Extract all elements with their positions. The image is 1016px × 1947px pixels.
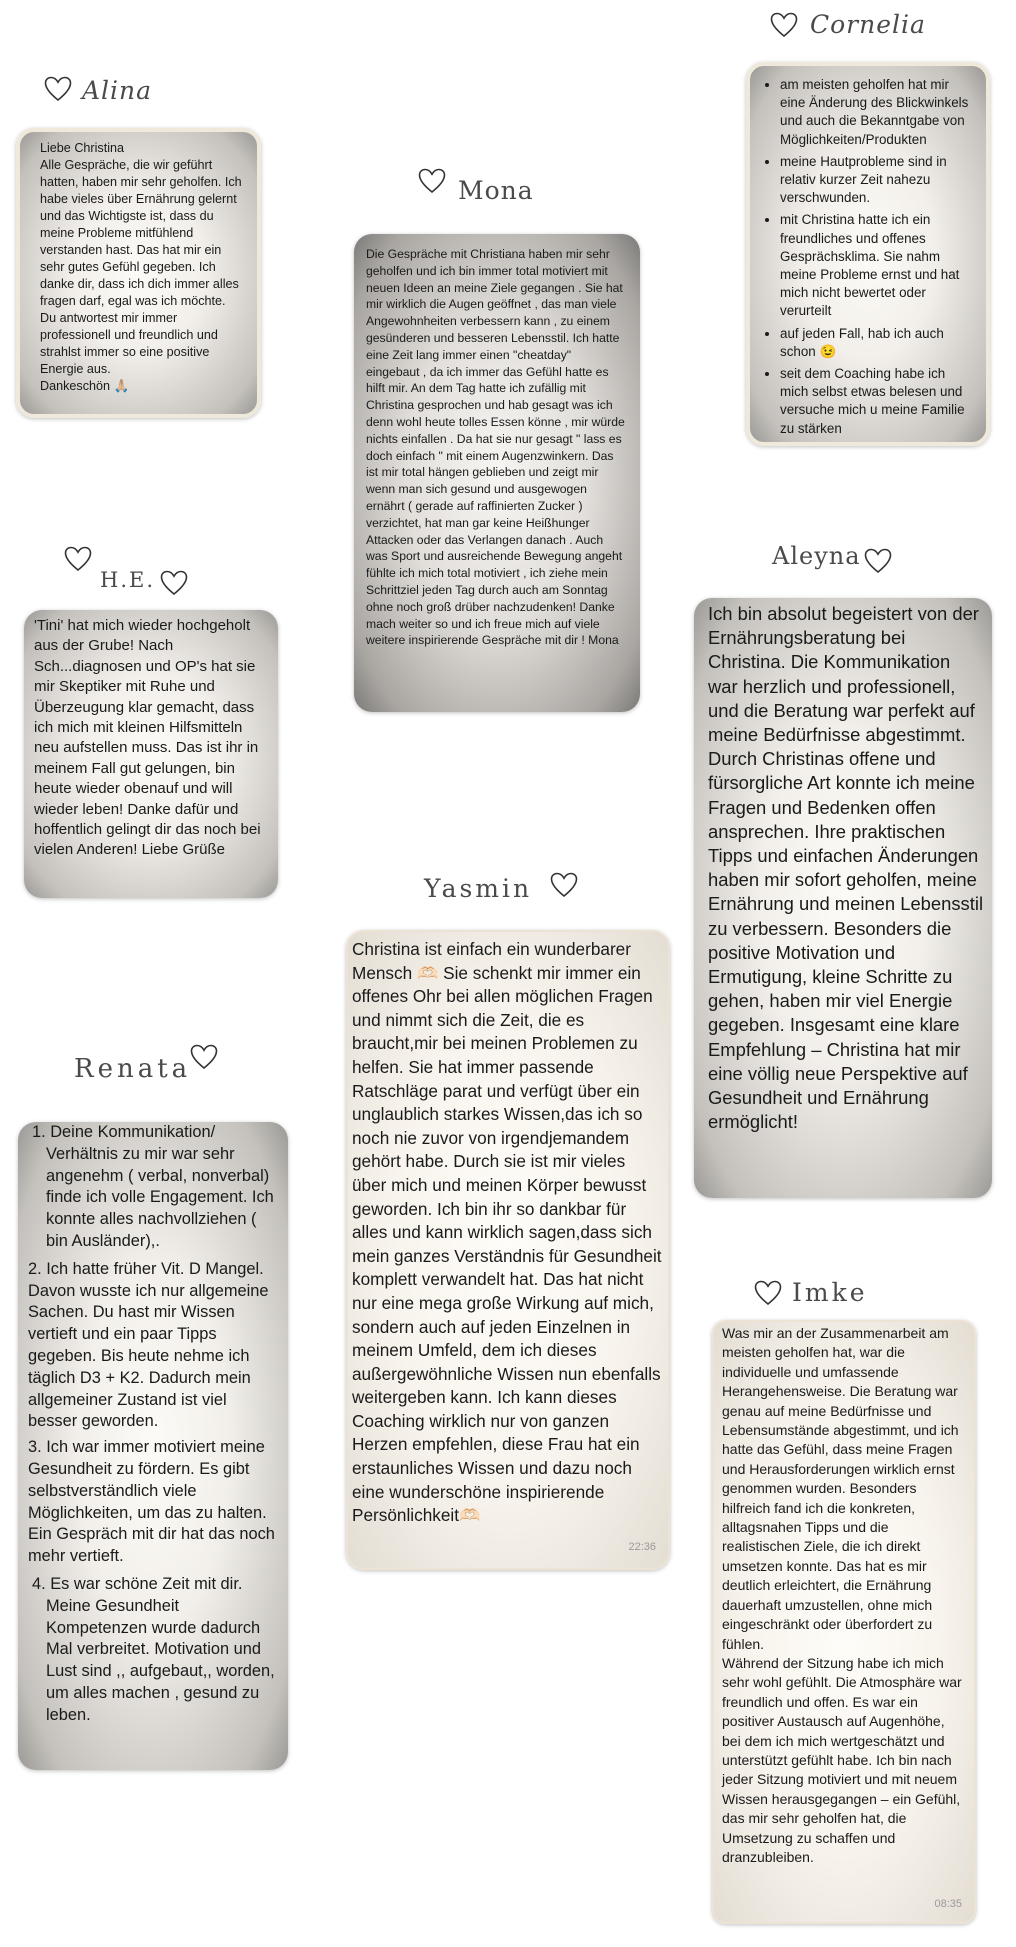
testimonial-card-yasmin	[346, 930, 670, 1570]
list-item: • seit dem Coaching habe ich mich selbst etwas belesen und versuche mich u meine Familie zu stärken	[780, 365, 976, 438]
testimonial-card-aleyna	[694, 598, 992, 1198]
testimonial-text: Alle Gespräche, die wir geführt hatten, haben mir sehr geholfen. Ich habe vieles über Ernährung gelernt und das Wichtigste ist, dass du meine Probleme mitfühlend verstanden hast. Das hat mir ein sehr gutes Gefühl gegeben. Ich danke dir, dass ich dich immer alles fragen darf, egal was ich möchte. Du antwortest mir immer professionell und freundlich und strahlst immer so eine positive Energie aus.	[40, 158, 242, 376]
heart-icon	[864, 548, 892, 574]
testimonial-text: Ich bin absolut begeistert von der Ernährungsberatung bei Christina. Die Kommunikation war herzlich und professionell, und die Beratung war perfekt auf meine Bedürfnisse abgestimmt. Durch Christinas offene und fürsorgliche Art konnte ich meine Fragen und Bedenken offen ansprechen. Ihre praktischen Tipps und einfachen Änderungen haben mir sofort geholfen, meine Ernährung und meinen Lebensstil zu verbessern. Besonders die positive Motivation und Ermutigung, kleine Schritte zu gehen, haben mir viel Energie gegeben. Insgesamt eine klare Empfehlung – Christina hat mir eine völlig neue Perspektive auf Gesundheit und Ernährung ermöglicht!	[708, 603, 984, 1133]
list-item: 3. Ich war immer motiviert meine Gesundheit zu fördern. Es gibt selbstverständlich viele Möglichkeiten, um das zu halten. Ein Gespräch mit dir hat das noch mehr vertieft.	[28, 1438, 275, 1566]
heart-icon	[190, 1044, 218, 1070]
heart-icon	[754, 1280, 782, 1306]
testimonial-card-cornelia	[746, 62, 990, 446]
testimonial-text: Christina ist einfach ein wunderbarer Mensch 🫶🏻 Sie schenkt mir immer ein offenes Ohr bei allen möglichen Fragen und nimmt sich die Zeit, die es braucht,mir bei meinen Problemen zu helfen. Sie hat immer passende Ratschläge parat und verfügt über ein unglaublich starkes Wissen,das ich so noch nie zuvor von irgendjemandem gehört habe. Durch sie ist mir vieles über mich und meinen Körper bewusst geworden. Ich bin ihr so dankbar für alles und kann wirklich sagen,dass sich mein ganzes Verständnis für Gesundheit komplett verwandelt hat. Das hat nicht nur eine mega große Wirkung auf mich, sondern auch auf jeden Einzelnen in meinem Umfeld, dem ich dieses außergewöhnliche Wissen nun ebenfalls weitergeben kann. Ich kann dieses Coaching wirklich nur von ganzen Herzen empfehlen, diese Frau hat ein erstaunliches Wissen und dazu noch eine wunderschöne inspirierende Persönlichkeit🫶🏻	[352, 939, 662, 1526]
author-name-aleyna: Aleyna	[772, 542, 861, 570]
testimonial-card-alina	[16, 128, 261, 418]
heart-icon	[550, 872, 578, 898]
list-item: • am meisten geholfen hat mir eine Änderung des Blickwinkels und auch die Bekanntgabe von Möglichkeiten/Produkten	[780, 76, 976, 149]
author-name-mona: Mona	[458, 176, 534, 205]
testimonial-text: 'Tini' hat mich wieder hochgeholt aus der Grube! Nach Sch...diagnosen und OP's hat sie mir Skeptiker mit Ruhe und Überzeugung klar gemacht, dass ich mich mit kleinen Hilfsmitteln neu aufstellen muss. Das ist ihr in meinem Fall gut gelungen, bin heute wieder obenauf und will wieder leben! Danke dafür und hoffentlich gelingt dir das noch bei vielen Anderen! Liebe Grüße	[34, 617, 261, 859]
list-item: 2. Ich hatte früher Vit. D Mangel. Davon wusste ich nur allgemeine Sachen. Du hast mir Wissen vertieft und ein paar Tipps gegeben. Bis heute nehme ich täglich D3 + K2. Dadurch mein allgemeiner Zustand ist viel besser geworden.	[28, 1259, 269, 1431]
testimonial-card-renata	[18, 1122, 288, 1770]
testimonial-text: Was mir an der Zusammenarbeit am meisten geholfen hat, war die individuelle und umfassende Herangehensweise. Die Beratung war genau auf meine Bedürfnisse und Lebensumstände abgestimmt, und ich hatte das Gefühl, dass meine Fragen und Herausforderungen wirklich ernst genommen wurden. Besonders hilfreich fand ich die konkreten, alltagsnahen Tipps und die realistischen Ziele, die ich direkt umsetzen konnte. Das hat es mir deutlich erleichtert, die Ernährung dauerhaft umzustellen, ohne mich eingeschränkt oder überfordert zu fühlen.	[722, 1325, 959, 1652]
author-name-cornelia: Cornelia	[810, 10, 926, 39]
list-item: • mit Christina hatte ich ein freundliches und offenes Gesprächsklima. Sie nahm meine Probleme ernst und hat mich nicht bewertet oder verurteilt	[780, 211, 976, 320]
testimonial-card-he	[24, 610, 278, 898]
message-timestamp: 22:36	[628, 1541, 656, 1554]
answer-list	[758, 76, 976, 438]
author-name-renata: Renata	[74, 1054, 192, 1084]
testimonial-card-mona	[354, 234, 640, 712]
author-name-alina: Alina	[82, 76, 153, 105]
heart-icon	[44, 76, 72, 102]
testimonial-signoff: Dankeschön 🙏🏼	[40, 379, 130, 393]
list-item: • meine Hautprobleme sind in relativ kurzer Zeit nahezu verschwunden.	[780, 153, 976, 208]
list-item: 1. Deine Kommunikation/ Verhältnis zu mir war sehr angenehm ( verbal, nonverbal) finde ich volle Engagement. Ich konnte alles nachvollziehen ( bin Ausländer),.	[32, 1123, 274, 1250]
message-timestamp: 08:35	[934, 1897, 962, 1910]
author-name-he: H.E.	[100, 568, 155, 592]
heart-icon	[64, 546, 92, 572]
list-item: 4. Es war schöne Zeit mit dir. Meine Gesundheit Kompetenzen wurde dadurch Mal verbreitet. Motivation und Lust sind ,, aufgebaut,, worden, um alles machen , gesund zu leben.	[32, 1574, 275, 1724]
heart-icon	[160, 570, 188, 596]
testimonial-greeting: Liebe Christina	[40, 141, 125, 155]
author-name-imke: Imke	[792, 1278, 868, 1307]
heart-icon	[770, 12, 798, 38]
testimonial-card-imke	[712, 1320, 976, 1924]
answer-list	[28, 1122, 280, 1727]
heart-icon	[418, 168, 446, 194]
testimonial-text: Während der Sitzung habe ich mich sehr wohl gefühlt. Die Atmosphäre war freundlich und offen. Es war ein positiver Austausch auf Augenhöhe, bei dem ich mich wertgeschätzt und unterstützt gefühlt habe. Ich bin nach jeder Sitzung motiviert und mit neuem Wissen herausgegangen – ein Gefühl, das mir sehr geholfen hat, die Umsetzung zu schaffen und dranzubleiben.	[722, 1654, 962, 1865]
author-name-yasmin: Yasmin	[424, 874, 533, 903]
list-item: • auf jeden Fall, hab ich auch schon 😉	[780, 325, 976, 361]
testimonial-text: Die Gespräche mit Christiana haben mir sehr geholfen und ich bin immer total motiviert mit neuen Ideen an meine Ziele gegangen . Sie hat mir wirklich die Augen geöffnet , das man viele Angewohnheiten verbessern kann , zu einem gesünderen und besseren Lebensstil. Ich hatte eine Zeit lang immer einen "cheatday" eingebaut , da ich immer das Gefühl hatte es hilft mir. An dem Tag hatte ich zufällig mit Christina gesprochen und hab gesagt was ich denn wohl heute tolles Essen könne , mir würde nichts einfallen . Da hat sie nur gesagt " lass es doch einfach " mit einem Augenzwinkern. Das ist mir total hängen geblieben und zeigt mir wenn man sich gesund und ausgewogen ernährt ( gerade auf raffinierten Zucker ) verzichtet, hat man gar keine Heißhunger Attacken oder das Verlangen danach . Auch was Sport und ausreichende Bewegung angeht fühlte ich mich total motiviert , ich ziehe mein Schrittziel jeden Tag durch auch am Sonntag ohne noch groß drüber nachzudenken! Danke mach weiter so und ich freue mich auf viele weitere inspirierende Gespräche mit dir ! Mona	[366, 247, 625, 648]
